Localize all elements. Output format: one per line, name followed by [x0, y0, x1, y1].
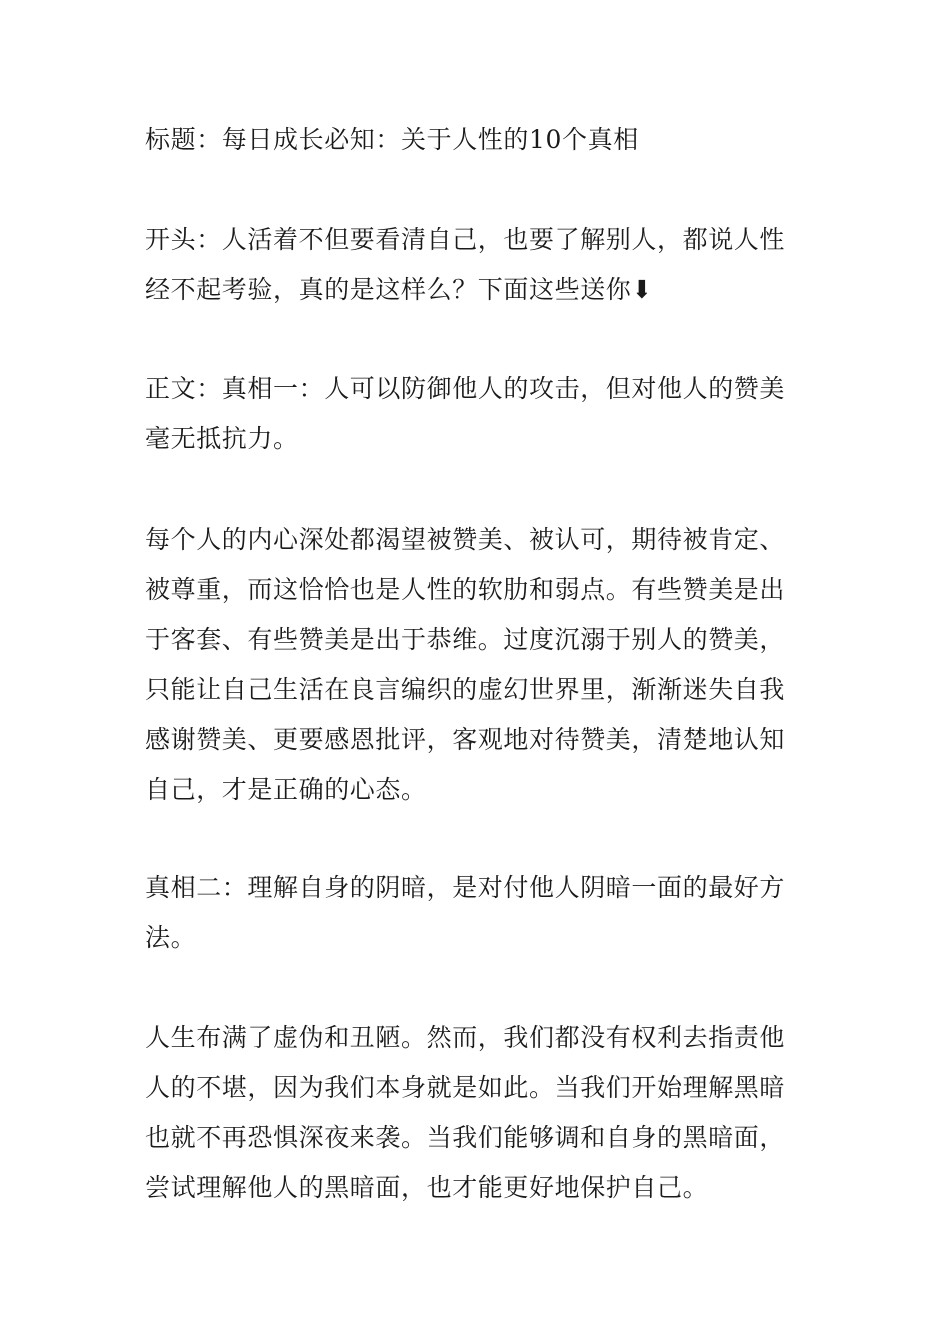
truth2-body-line: 人的不堪，因为我们本身就是如此。当我们开始理解黑暗	[145, 1073, 786, 1102]
truth2-heading-line: 真相二：理解自身的阴暗，是对付他人阴暗一面的最好方	[145, 873, 786, 902]
truth2-body-paragraph	[145, 1013, 810, 1213]
truth1-body-line: 只能让自己生活在良言编织的虚幻世界里，渐渐迷失自我	[145, 675, 786, 704]
truth1-heading-paragraph	[145, 364, 810, 464]
intro-paragraph	[145, 215, 810, 315]
truth1-body-paragraph	[145, 515, 810, 815]
title-line: 标题：每日成长必知：关于人性的10个真相	[145, 125, 639, 154]
intro-line: 经不起考验，真的是这样么？下面这些送你⬇	[145, 275, 653, 304]
truth1-body-line: 于客套、有些赞美是出于恭维。过度沉溺于别人的赞美，	[145, 625, 786, 654]
title-paragraph	[145, 115, 810, 165]
truth2-body-line: 人生布满了虚伪和丑陋。然而，我们都没有权利去指责他	[145, 1023, 786, 1052]
truth1-body-line: 每个人的内心深处都渴望被赞美、被认可，期待被肯定、	[145, 525, 786, 554]
truth2-heading-paragraph	[145, 863, 810, 963]
truth1-body-line: 被尊重，而这恰恰也是人性的软肋和弱点。有些赞美是出	[145, 575, 786, 604]
intro-line: 开头：人活着不但要看清自己，也要了解别人，都说人性	[145, 225, 786, 254]
truth1-body-line: 感谢赞美、更要感恩批评，客观地对待赞美，清楚地认知	[145, 725, 786, 754]
truth1-heading-line: 正文：真相一：人可以防御他人的攻击，但对他人的赞美	[145, 374, 786, 403]
truth1-heading-line: 毫无抵抗力。	[145, 424, 299, 453]
truth2-body-line: 尝试理解他人的黑暗面，也才能更好地保护自己。	[145, 1173, 709, 1202]
truth1-body-line: 自己，才是正确的心态。	[145, 775, 427, 804]
truth2-heading-line: 法。	[145, 923, 197, 952]
truth2-body-line: 也就不再恐惧深夜来袭。当我们能够调和自身的黑暗面，	[145, 1123, 786, 1152]
